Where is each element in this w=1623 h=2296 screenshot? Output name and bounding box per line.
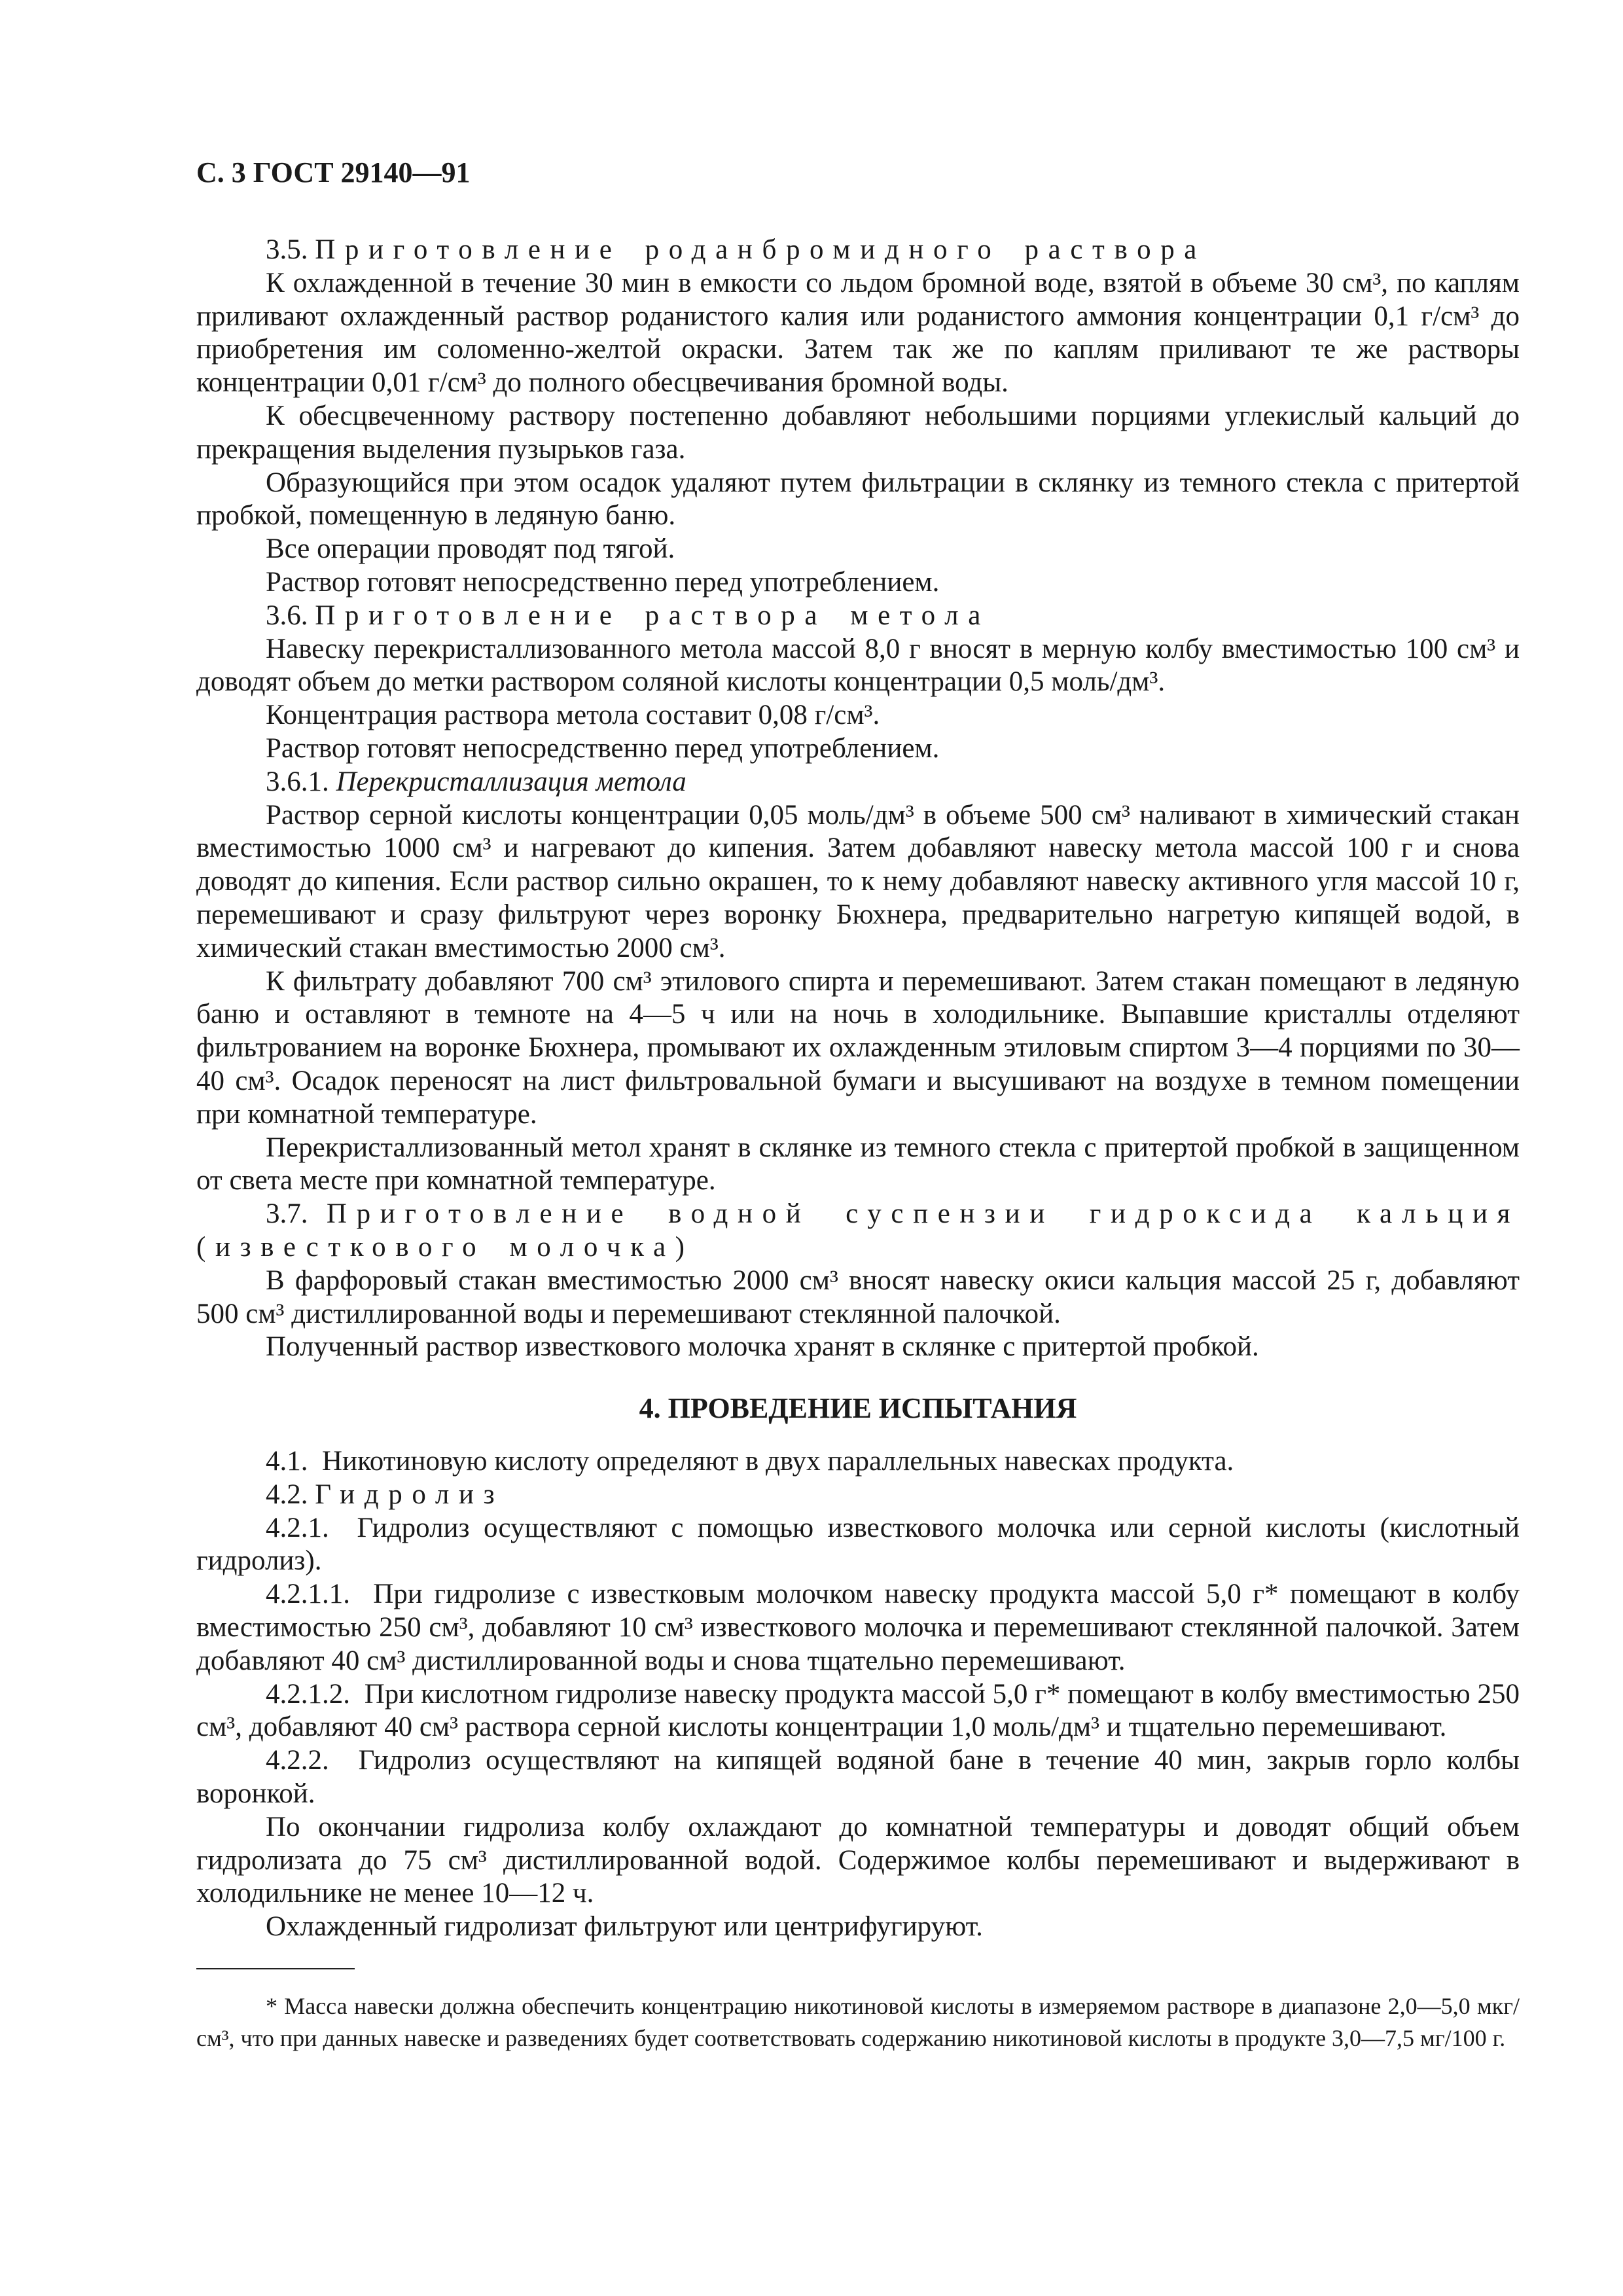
paragraph: В фарфоровый стакан вместимостью 2000 см³ вносят навеску окиси кальция массой 25 г, добавляют 500 см³ дистиллированной воды и перемешивают стеклянной палочкой. (196, 1265, 1520, 1329)
paragraph: Навеску перекристаллизованного метола массой 8,0 г вносят в мерную колбу вместимостью 100 см³ и доводят объем до метки раствором соляной кислоты концентрации 0,5 моль/дм³. (196, 633, 1520, 698)
heading-number: 3.6. (266, 600, 308, 631)
section-4-title: 4. ПРОВЕДЕНИЕ ИСПЫТАНИЯ (639, 1392, 1077, 1424)
clause-4-2-1-2 (196, 1678, 1520, 1745)
heading-title: Приготовление водной суспензии гидроксида кальция (326, 1198, 1520, 1230)
paragraph: По окончании гидролиза колбу охлаждают до комнатной температуры и доводят общий объем гидролизата до 75 см³ дистиллированной водой. Содержимое колбы перемешивают и выдерживают в холодильнике не менее 10—12 ч. (196, 1811, 1520, 1909)
clause-text: Гидролиз осуществляют на кипящей водяной бане в течение 40 мин, закрыв горло колбы воронкой. (196, 1745, 1520, 1809)
clause-number: 4.2.1. (266, 1512, 329, 1543)
paragraph: Охлажденный гидролизат фильтруют или центрифугируют. (266, 1911, 983, 1943)
clause-number: 4.1. (266, 1446, 308, 1477)
clause-text: При гидролизе с известковым молочком навеску продукта массой 5,0 г* помещают в колбу вместимостью 250 см³, добавляют 10 см³ известкового молочка и перемешивают стеклянной палочкой. Затем добавляют 40 см³ дистиллированной воды и снова тщательно перемешивают. (196, 1579, 1520, 1676)
heading-title: Приготовление раствора метола (315, 600, 990, 631)
heading-number: 4.2. (266, 1479, 308, 1510)
heading-number: 3.5. (266, 234, 308, 265)
heading-3-6 (196, 600, 1520, 633)
paragraph: Концентрация раствора метола составит 0,08 г/см³. (266, 700, 880, 731)
heading-title: Гидролиз (315, 1479, 505, 1510)
footnote: * Масса навески должна обеспечить концентрацию никотиновой кислоты в измеряемом растворе в диапазоне 2,0—5,0 мкг/см³, что при данных навеске и разведениях будет соответствовать содержанию никотиновой кислоты в продукте 3,0—7,5 мг/100 г. (196, 1993, 1520, 2051)
heading-number: 3.7. (266, 1198, 308, 1230)
paragraph: Полученный раствор известкового молочка хранят в склянке с притертой пробкой. (266, 1331, 1259, 1363)
section-4-block (196, 1445, 1520, 1944)
clause-text: При кислотном гидролизе навеску продукта массой 5,0 г* помещают в колбу вместимостью 250 см³, добавляют 40 см³ раствора серной кислоты концентрации 1,0 моль/дм³ и тщательно перемешивают. (196, 1678, 1520, 1743)
running-header: С. 3 ГОСТ 29140—91 (196, 156, 471, 188)
clause-number: 4.2.1.2. (266, 1678, 350, 1710)
paragraph: К фильтрату добавляют 700 см³ этилового спирта и перемешивают. Затем стакан помещают в ледяную баню и оставляют в темноте на 4—5 ч или на ночь в холодильнике. Выпавшие кристаллы отделяют фильтрованием на воронке Бюхнера, промывают их охлажденным этиловым спиртом 3—4 порциями по 30—40 см³. Осадок переносят на лист фильтровальной бумаги и высушивают на воздухе в темном помещении при комнатной температуре. (196, 965, 1520, 1130)
paragraph: Раствор серной кислоты концентрации 0,05 моль/дм³ в объеме 500 см³ наливают в химический стакан вместимостью 1000 см³ и нагревают до кипения. Затем добавляют навеску метола массой 100 г и снова доводят до кипения. Если раствор сильно окрашен, то к нему добавляют навеску активного угля массой 10 г, перемешивают и сразу фильтруют через воронку Бюхнера, предварительно нагретую кипящей водой, в химический стакан вместимостью 2000 см³. (196, 799, 1520, 963)
heading-title: Приготовление роданбромидного раствора (315, 234, 1207, 265)
paragraph: Перекристаллизованный метол хранят в склянке из темного стекла с притертой пробкой в защищенном от света месте при комнатной температуре. (196, 1132, 1520, 1196)
heading-title-continued: (известкового молочка) (196, 1231, 694, 1263)
paragraph: Раствор готовят непосредственно перед употреблением. (266, 732, 940, 764)
clause-4-2-2 (196, 1744, 1520, 1811)
heading-3-7-line1 (196, 1198, 1520, 1231)
paragraph: Все операции проводят под тягой. (266, 533, 675, 565)
paragraph: Раствор готовят непосредственно перед употреблением. (266, 566, 940, 598)
paragraph: К обесцвеченному раствору постепенно добавляют небольшими порциями углекислый кальций до прекращения выделения пузырьков газа. (196, 400, 1520, 465)
clause-4-2-1-1 (196, 1578, 1520, 1677)
clause-text: Никотиновую кислоту определяют в двух параллельных навесках продукта. (322, 1446, 1234, 1477)
sections-3-block (196, 234, 1520, 1364)
heading-number: 3.6.1. (266, 766, 329, 797)
paragraph: К охлажденной в течение 30 мин в емкости со льдом бромной воде, взятой в объеме 30 см³, по каплям приливают охлажденный раствор роданистого калия или роданистого аммония концентрации 0,1 г/см³ до приобретения им соломенно-желтой окраски. Затем так же по каплям приливают те же растворы концентрации 0,01 г/см³ до полного обесцвечивания бромной воды. (196, 267, 1520, 399)
paragraph: Образующийся при этом осадок удаляют путем фильтрации в склянку из темного стекла с притертой пробкой, помещенную в ледяную баню. (196, 467, 1520, 531)
heading-3-5 (196, 234, 1520, 267)
heading-title: Перекристаллизация метола (336, 766, 687, 797)
clause-number: 4.2.1.1. (266, 1579, 350, 1610)
clause-number: 4.2.2. (266, 1745, 329, 1776)
heading-3-6-1 (196, 766, 1520, 799)
heading-4-2 (196, 1479, 1520, 1512)
clause-text: Гидролиз осуществляют с помощью известкового молочка или серной кислоты (кислотный гидролиз). (196, 1512, 1520, 1577)
clause-4-1 (196, 1445, 1520, 1479)
clause-4-2-1 (196, 1512, 1520, 1579)
footnote-divider (196, 1968, 355, 1969)
heading-3-7-line2 (196, 1231, 1520, 1265)
